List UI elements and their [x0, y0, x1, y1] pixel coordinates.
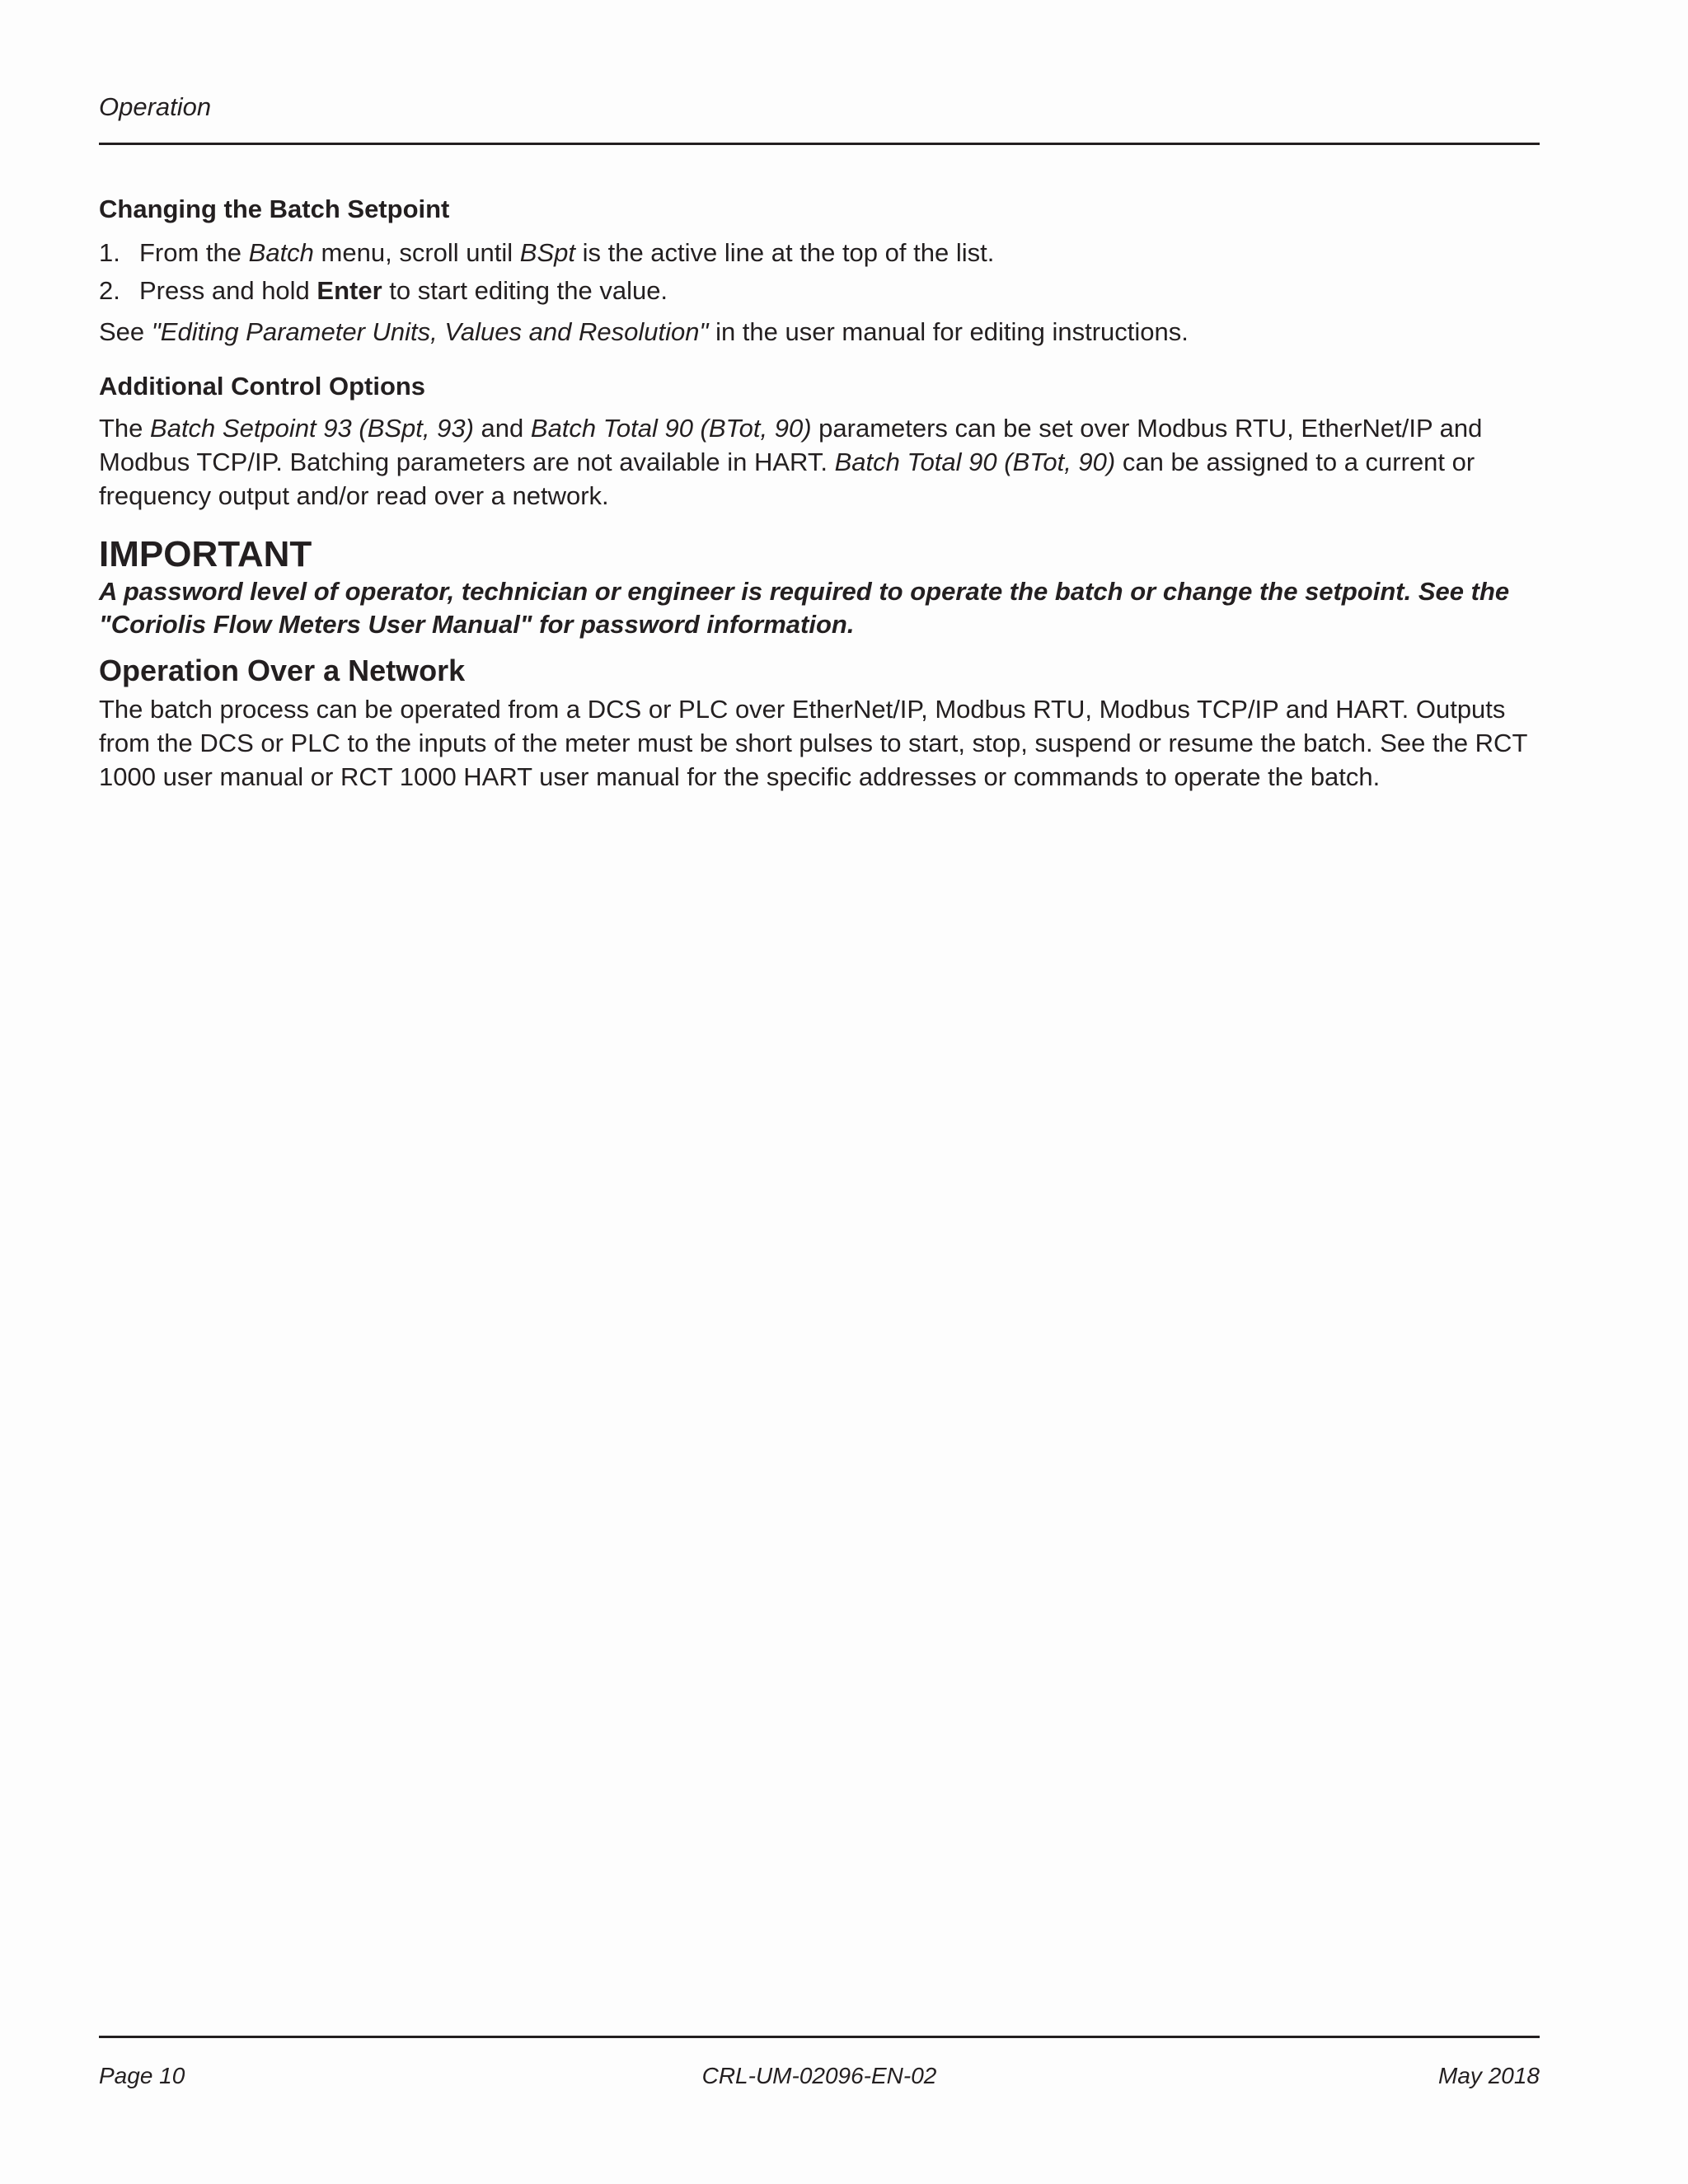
param-name: Batch Setpoint 93 (BSpt, 93): [150, 414, 474, 443]
param-name: Batch Total 90 (BTot, 90): [834, 448, 1116, 476]
see-suffix: in the user manual for editing instructions.: [708, 317, 1189, 346]
step-number: 2.: [99, 276, 120, 305]
see-reference: "Editing Parameter Units, Values and Resolution": [151, 317, 709, 346]
additional-options-paragraph: [99, 411, 1540, 513]
text: can be assigned to a current or frequency output and/or read over a network.: [99, 448, 1475, 510]
document-id: CRL-UM-02096-EN-02: [701, 2063, 937, 2088]
header-rule: [99, 143, 1540, 145]
step-key: Enter: [316, 276, 382, 305]
publication-date: May 2018: [1438, 2063, 1540, 2088]
list-item: [99, 234, 1540, 272]
step-text: Press and hold: [139, 276, 317, 305]
footer-rule: [99, 2036, 1540, 2038]
step-text: From the: [139, 238, 249, 267]
step-number: 1.: [99, 238, 120, 267]
step-text: is the active line at the top of the list.: [574, 238, 995, 267]
batch-setpoint-steps: [99, 234, 1540, 310]
see-prefix: See: [99, 317, 152, 346]
important-note: A password level of operator, technician or engineer is required to operate the batch or change the setpoint. See the "Coriolis Flow Meters User Manual" for password information.: [99, 577, 1510, 639]
important-heading: IMPORTANT: [99, 534, 312, 574]
list-item: [99, 272, 1540, 310]
running-header: Operation: [99, 92, 212, 121]
step-text: menu, scroll until: [313, 238, 520, 267]
page-content: [99, 191, 1540, 800]
network-paragraph: The batch process can be operated from a DCS or PLC over EtherNet/IP, Modbus RTU, Modbus TCP/IP and HART. Outputs from the DCS or PLC to the inputs of the meter must be short pulses to start, stop, suspend or resume the batch. See the RCT 1000 user manual or RCT 1000 HART user manual for the specific addresses or commands to operate the batch.: [99, 695, 1527, 791]
step-text: to start editing the value.: [382, 276, 668, 305]
see-reference-paragraph: [99, 315, 1540, 349]
param-name: Batch Total 90 (BTot, 90): [530, 414, 812, 443]
page-number: Page 10: [99, 2063, 185, 2088]
step-term: BSpt: [519, 238, 575, 267]
text: The: [99, 414, 151, 443]
text: and: [473, 414, 531, 443]
text: parameters can be set over Modbus RTU, EtherNet/IP and Modbus TCP/IP. Batching parameters are not available in HART.: [99, 414, 1483, 476]
network-section-heading: Operation Over a Network: [99, 654, 466, 687]
batch-setpoint-heading: Changing the Batch Setpoint: [99, 194, 450, 223]
additional-options-heading: Additional Control Options: [99, 372, 426, 401]
step-term: Batch: [248, 238, 314, 267]
